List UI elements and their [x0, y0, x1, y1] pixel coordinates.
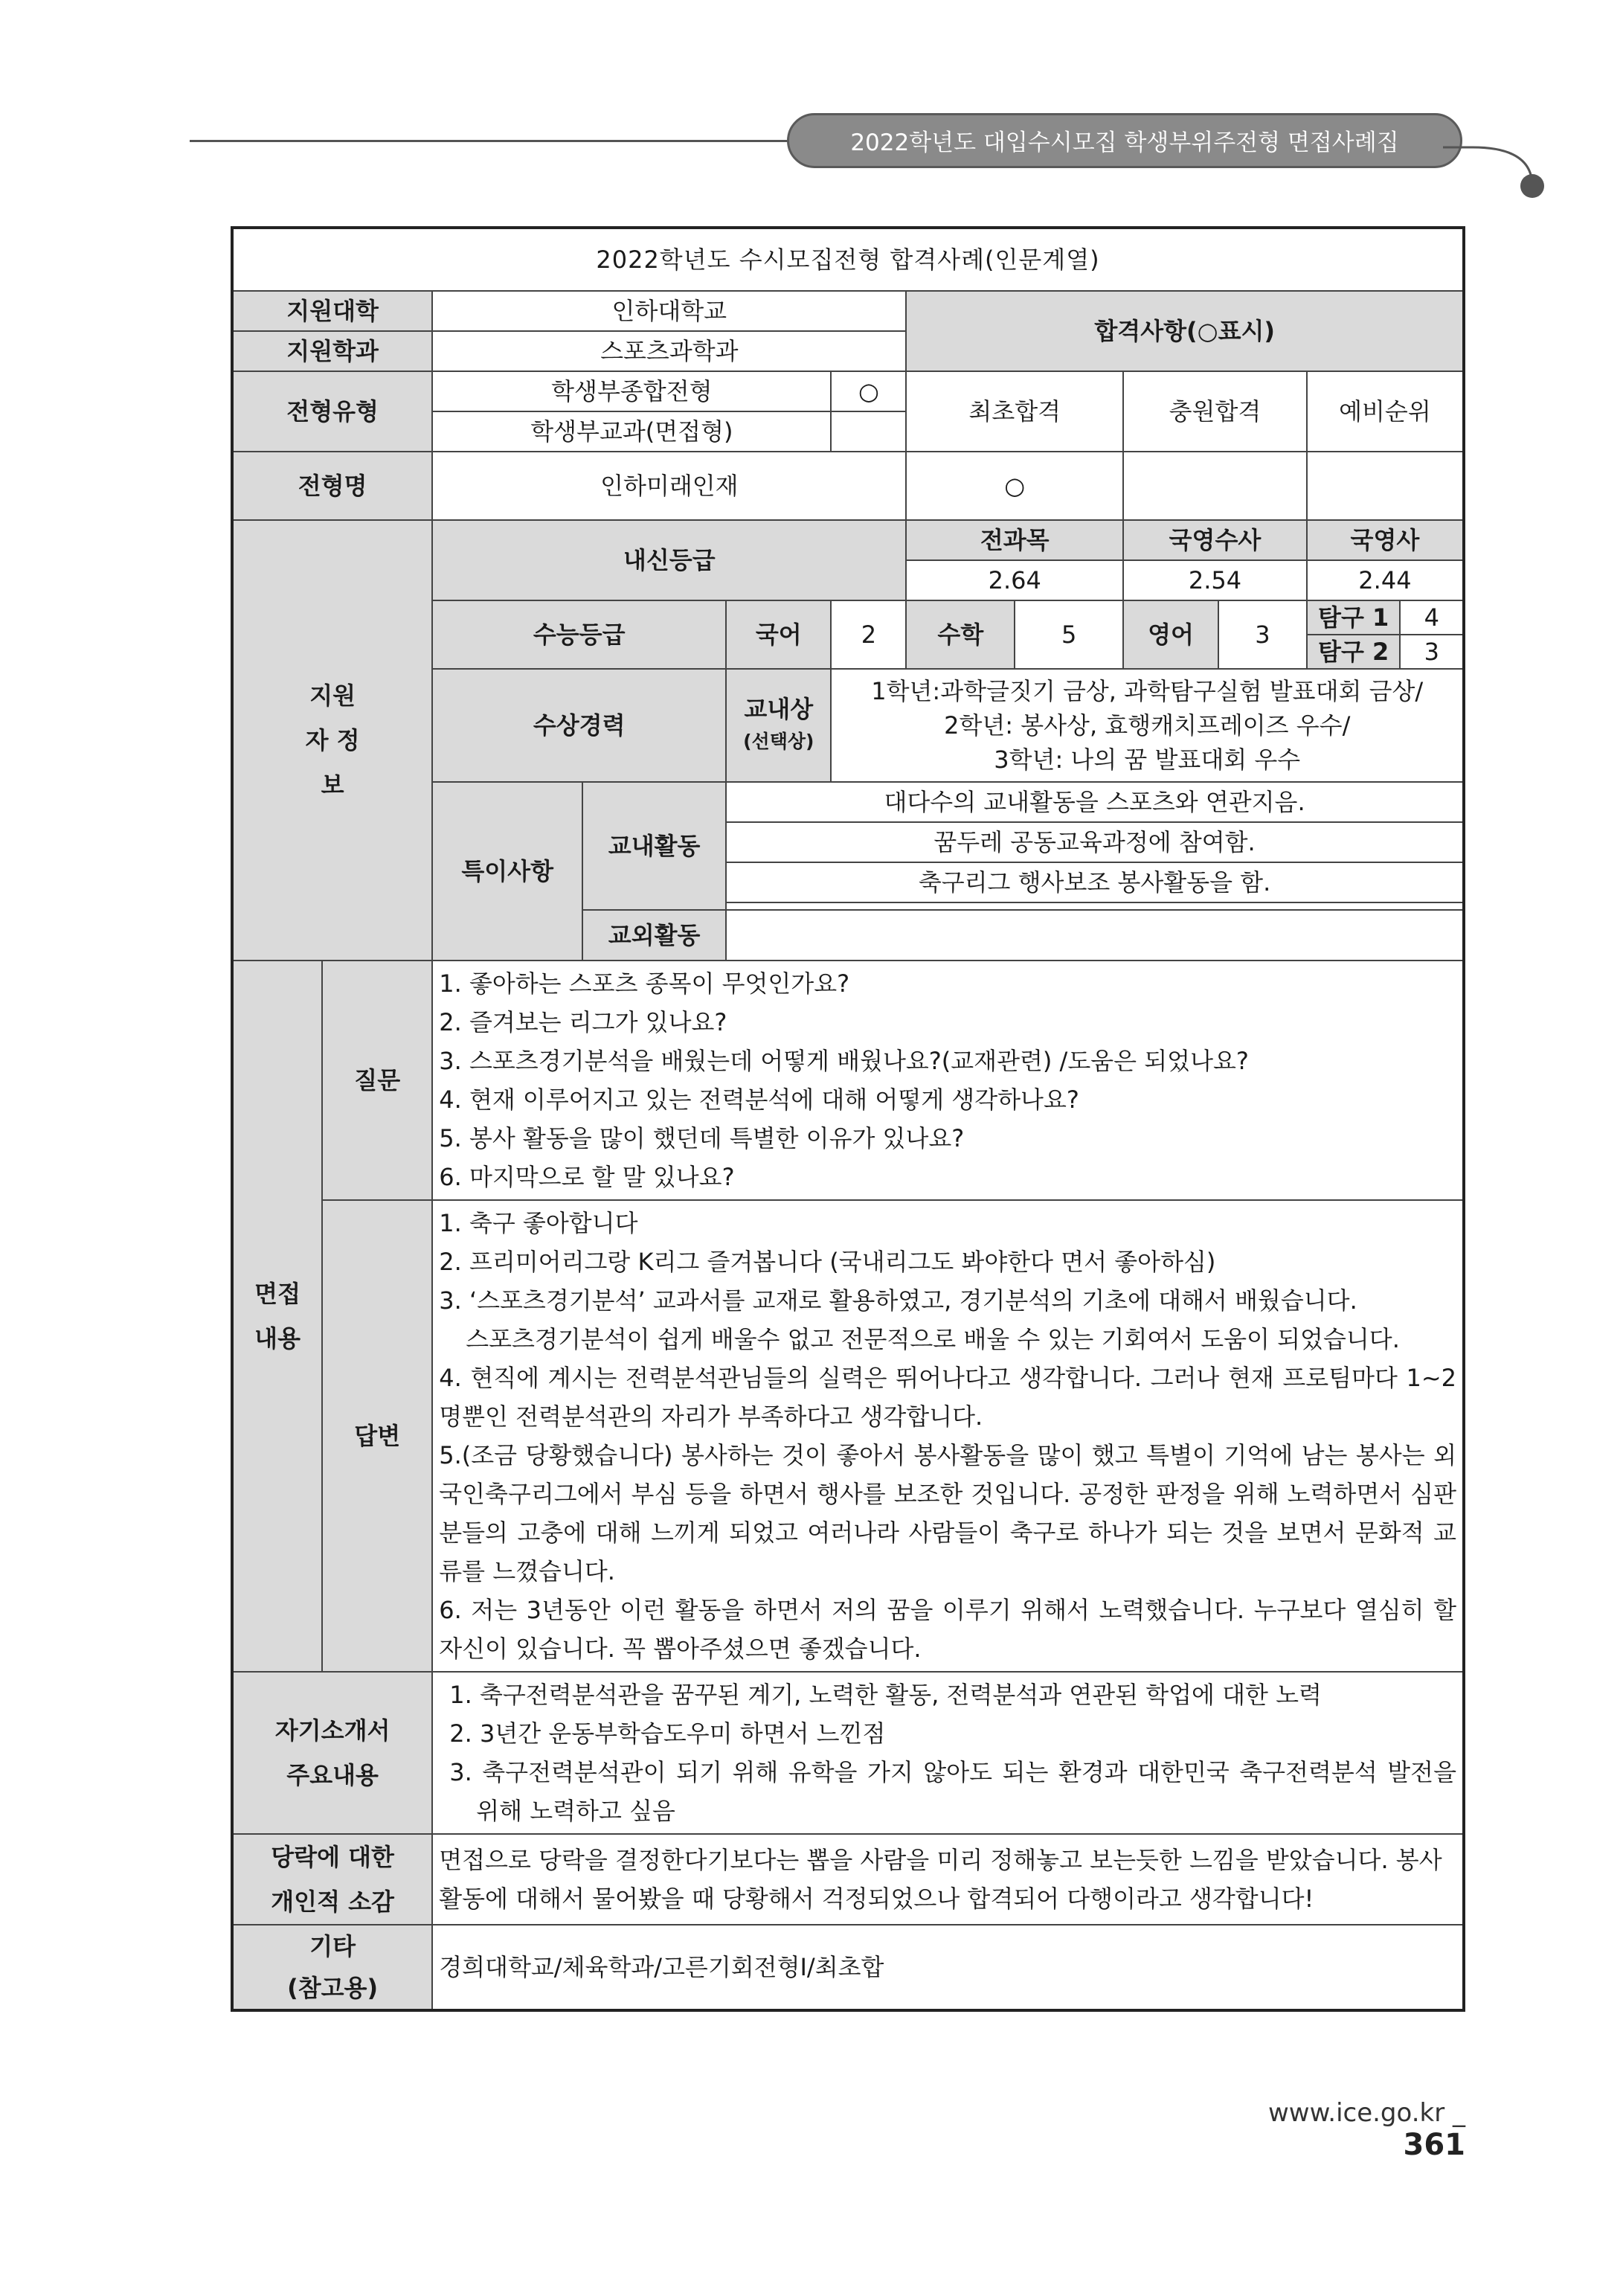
english-value: 3	[1218, 600, 1307, 669]
gpa-value-kess: 2.54	[1123, 560, 1307, 600]
result-mark-waitlist	[1307, 452, 1464, 520]
page-number: 361	[1403, 2128, 1465, 2162]
etc-label	[232, 1925, 432, 2010]
answer-item: 5.(조금 당황했습니다) 봉사하는 것이 좋아서 봉사활동을 많이 했고 특별이 기억에 남는 봉사는 외국인축구리그에서 부심 등을 하면서 행사를 보조한 것입니다. 공정한 판정을 위해 노력하면서 심판분들의 고충에 대해 느끼게 되었고 여러나라 사람들이 축구로 하나가 되는 것을 보면서 문화적 교류를 느꼈습니다.	[439, 1441, 1456, 1585]
dept-label: 지원학과	[232, 331, 432, 371]
awards-label: 수상경력	[432, 669, 726, 782]
answers-label: 답변	[322, 1200, 432, 1672]
inquiry-2-value: 3	[1400, 635, 1464, 669]
gpa-header-all: 전과목	[906, 520, 1123, 560]
math-label: 수학	[906, 600, 1015, 669]
question-item: 6. 마지막으로 할 말 있나요?	[439, 1163, 735, 1191]
self-intro-item: 1. 축구전력분석관을 꿈꾸된 계기, 노력한 활동, 전력분석과 연관된 학업에 대한 노력	[449, 1681, 1322, 1709]
univ-label: 지원대학	[232, 291, 432, 331]
running-title: 2022학년도 대입수시모집 학생부위주전형 면접사례집	[787, 113, 1462, 168]
answer-item: 2. 프리미어리그랑 K리그 즐겨봅니다 (국내리그도 봐야한다 면서 좋아하심)	[439, 1248, 1216, 1276]
applicant-info-label	[232, 520, 432, 961]
type-option-1: 학생부종합전형	[432, 371, 831, 411]
answers-list	[432, 1200, 1464, 1672]
interview-label	[232, 961, 322, 1672]
dept-value: 스포츠과학과	[432, 331, 906, 371]
in-school-item: 축구리그 행사보조 봉사활동을 함.	[726, 862, 1464, 902]
header-curve-decoration	[1443, 119, 1562, 201]
gpa-label: 내신등급	[432, 520, 906, 600]
in-school-item: 대다수의 교내활동을 스포츠와 연관지음.	[726, 782, 1464, 822]
self-intro-item: 3. 축구전력분석관이 되기 위해 유학을 가지 않아도 되는 환경과 대한민국 축구전력분석 발전을 위해 노력하고 싶음	[449, 1758, 1456, 1825]
program-name-label: 전형명	[232, 452, 432, 520]
awards-sublabel	[726, 669, 831, 782]
question-item: 4. 현재 이루어지고 있는 전력분석에 대해 어떻게 생각하나요?	[439, 1086, 1079, 1114]
inquiry-1-label: 탐구 1	[1307, 600, 1401, 635]
self-intro-item: 2. 3년간 운동부학습도우미 하면서 느낀점	[449, 1719, 886, 1748]
special-notes-label: 특이사항	[432, 782, 582, 961]
gpa-header-kess: 국영수사	[1123, 520, 1307, 560]
etc-label-line2: (참고용)	[287, 1974, 379, 2002]
awards-list	[831, 669, 1464, 782]
questions-list	[432, 961, 1464, 1200]
self-intro-list	[432, 1672, 1464, 1834]
gpa-value-all: 2.64	[906, 560, 1123, 600]
admission-case-table	[231, 226, 1465, 2012]
opinion-label	[232, 1834, 432, 1925]
opinion-label-line1: 당락에 대한	[271, 1843, 394, 1871]
questions-label: 질문	[322, 961, 432, 1200]
result-mark-first: ○	[906, 452, 1123, 520]
header-rule	[190, 140, 792, 142]
document-title: 2022학년도 수시모집전형 합격사례(인문계열)	[232, 228, 1464, 291]
english-label: 영어	[1123, 600, 1218, 669]
self-intro-label	[232, 1672, 432, 1834]
result-col-additional: 충원합격	[1123, 371, 1307, 452]
result-mark-additional	[1123, 452, 1307, 520]
answer-item: 3. ‘스포츠경기분석’ 교과서를 교재로 활용하였고, 경기분석의 기초에 대해서 배웠습니다.	[439, 1286, 1357, 1315]
opinion-text: 면접으로 당락을 결정한다기보다는 뽑을 사람을 미리 정해놓고 보는듯한 느낌을 받았습니다. 봉사활동에 대해서 물어봤을 때 당황해서 걱정되었으나 합격되어 다행이라고 생각합니다!	[432, 1834, 1464, 1925]
answer-item: 4. 현직에 계시는 전력분석관님들의 실력은 뛰어나다고 생각합니다. 그러나 현재 프로팀마다 1~2명뿐인 전력분석관의 자리가 부족하다고 생각합니다.	[439, 1364, 1456, 1431]
type-option-1-mark: ○	[831, 371, 906, 411]
in-school-spacer	[726, 902, 1464, 910]
interview-label-text: 면접 내용	[254, 1280, 301, 1353]
etc-text: 경희대학교/체육학과/고른기회전형I/최초합	[432, 1925, 1464, 2010]
answer-item: 1. 축구 좋아합니다	[439, 1209, 638, 1237]
type-option-2: 학생부교과(면접형)	[432, 411, 831, 452]
opinion-label-line2: 개인적 소감	[271, 1888, 394, 1916]
result-label: 합격사항(○표시)	[906, 291, 1464, 371]
inquiry-2-label: 탐구 2	[1307, 635, 1401, 669]
univ-value: 인하대학교	[432, 291, 906, 331]
awards-sublabel-main: 교내상	[744, 695, 814, 723]
in-school-item: 꿈두레 공동교육과정에 참여함.	[726, 822, 1464, 862]
etc-label-line1: 기타	[309, 1932, 356, 1960]
korean-value: 2	[831, 600, 906, 669]
question-item: 3. 스포츠경기분석을 배웠는데 어떻게 배웠나요?(교재관련) /도움은 되었나요?	[439, 1047, 1249, 1075]
gpa-header-kes: 국영사	[1307, 520, 1464, 560]
math-value: 5	[1015, 600, 1123, 669]
question-item: 2. 즐겨보는 리그가 있나요?	[439, 1008, 727, 1036]
out-school-label: 교외활동	[582, 910, 726, 961]
korean-label: 국어	[726, 600, 831, 669]
result-col-waitlist: 예비순위	[1307, 371, 1464, 452]
award-item: 2학년: 봉사상, 효행캐치프레이즈 우수/	[944, 711, 1351, 740]
type-option-2-mark	[831, 411, 906, 452]
page-footer	[1227, 2098, 1465, 2162]
self-intro-label-line1: 자기소개서	[274, 1716, 391, 1745]
csat-label: 수능등급	[432, 600, 726, 669]
out-school-value	[726, 910, 1464, 961]
in-school-label: 교내활동	[582, 782, 726, 910]
result-col-first: 최초합격	[906, 371, 1123, 452]
program-name-value: 인하미래인재	[432, 452, 906, 520]
inquiry-1-value: 4	[1400, 600, 1464, 635]
award-item: 1학년:과학글짓기 금상, 과학탐구실험 발표대회 금상/	[871, 677, 1424, 705]
answer-item-continued: 스포츠경기분석이 쉽게 배울수 없고 전문적으로 배울 수 있는 기회여서 도움이 되었습니다.	[466, 1325, 1400, 1353]
question-item: 5. 봉사 활동을 많이 했던데 특별한 이유가 있나요?	[439, 1124, 965, 1152]
self-intro-label-line2: 주요내용	[286, 1761, 379, 1789]
gpa-value-kes: 2.44	[1307, 560, 1464, 600]
footer-url: www.ice.go.kr _	[1267, 2098, 1465, 2128]
awards-sublabel-note: (선택상)	[743, 731, 814, 752]
answer-item: 6. 저는 3년동안 이런 활동을 하면서 저의 꿈을 이루기 위해서 노력했습니다. 누구보다 열심히 할 자신이 있습니다. 꼭 뽑아주셨으면 좋겠습니다.	[439, 1596, 1456, 1663]
award-item: 3학년: 나의 꿈 발표대회 우수	[994, 745, 1301, 774]
applicant-info-label-text: 지원자 정보	[305, 682, 360, 799]
type-label: 전형유형	[232, 371, 432, 452]
question-item: 1. 좋아하는 스포츠 종목이 무엇인가요?	[439, 969, 850, 998]
